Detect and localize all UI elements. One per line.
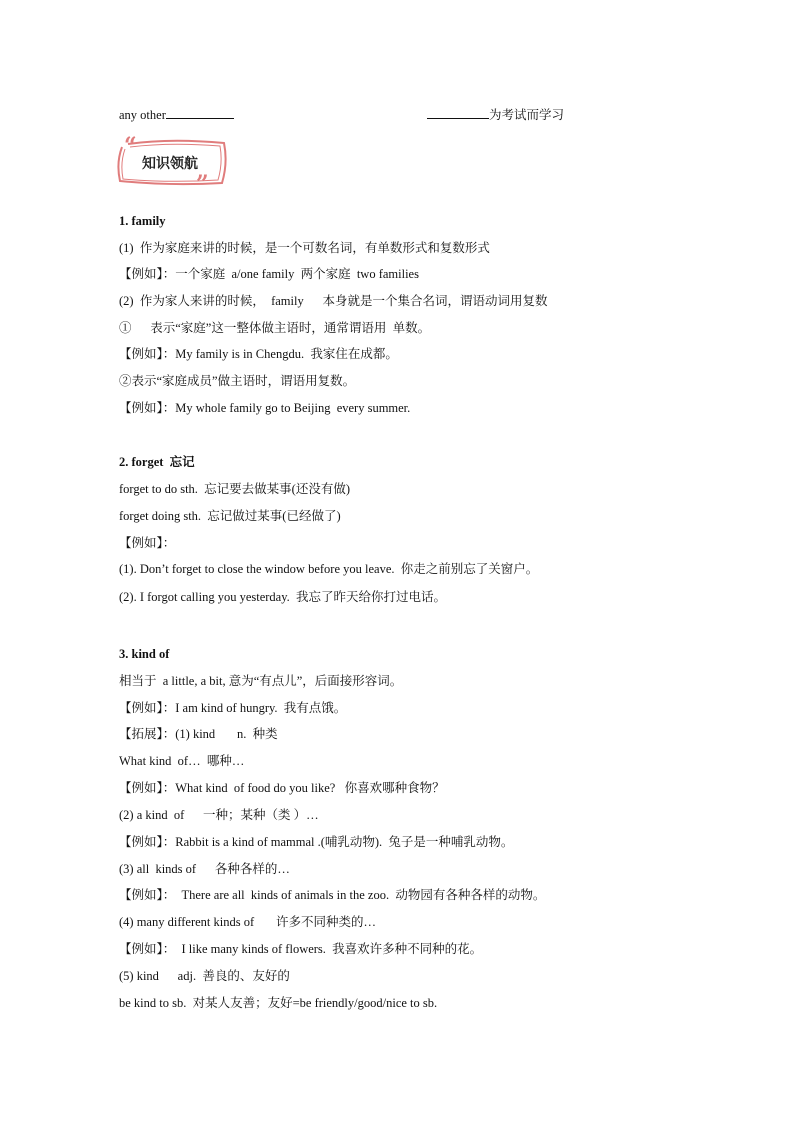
text-line: forget doing sth. 忘记做过某事(已经做了) xyxy=(119,509,341,523)
heading-kind-of: 3. kind of xyxy=(119,647,170,661)
text-line: (5) kind adj. 善良的、友好的 xyxy=(119,969,290,983)
section-badge-label: 知识领航 xyxy=(142,156,198,172)
text-line: be kind to sb. 对某人友善；友好=be friendly/good/nice to sb. xyxy=(119,996,438,1010)
svg-text:“: “ xyxy=(124,135,137,159)
text-line: 相当于 a little, a bit, 意为“有点儿”，后面接形容词。 xyxy=(119,674,403,688)
text-line: (4) many different kinds of 许多不同种类的… xyxy=(119,915,377,929)
text-line: ②表示“家庭成员”做主语时，谓语用复数。 xyxy=(119,374,356,388)
heading-family: 1. family xyxy=(119,214,166,228)
example-line: 【例如】：一个家庭 a/one family 两个家庭 two families xyxy=(119,267,419,281)
text-line: (3) all kinds of 各种各样的… xyxy=(119,862,290,876)
text-line: (2) a kind of 一种；某种（类 ）… xyxy=(119,808,319,822)
example-line: 【例如】： I like many kinds of flowers. 我喜欢许多种不同种的花。 xyxy=(119,942,483,956)
fill-in-right xyxy=(427,106,564,123)
example-line: 【例如】：My whole family go to Beijing every summer. xyxy=(119,401,411,415)
example-line: 【例如】：What kind of food do you like? 你喜欢哪种食物？ xyxy=(119,781,445,795)
fill-in-left xyxy=(119,106,234,123)
text-line: (1) 作为家庭来讲的时候，是一个可数名词，有单数形式和复数形式 xyxy=(119,241,490,255)
answer-blank-right[interactable] xyxy=(427,106,489,119)
text-line: forget to do sth. 忘记要去做某事(还没有做) xyxy=(119,482,351,496)
answer-blank-left[interactable] xyxy=(166,106,234,119)
svg-text:”: ” xyxy=(196,171,209,189)
text-line: ① 表示“家庭”这一整体做主语时，通常谓语用 单数。 xyxy=(119,321,431,335)
example-line: 【例如】： There are all kinds of animals in the zoo. 动物园有各种各样的动物。 xyxy=(119,888,546,902)
example-line: 【例如】： xyxy=(119,536,176,550)
example-line: 【例如】：I am kind of hungry. 我有点饿。 xyxy=(119,701,347,715)
text-line: What kind of… 哪种… xyxy=(119,754,245,768)
fill-in-right-text: 为考试而学习 xyxy=(489,108,565,122)
fill-in-left-text: any other xyxy=(119,108,166,122)
example-line: 【例如】：Rabbit is a kind of mammal .(哺乳动物). 兔子是一种哺乳动物。 xyxy=(119,835,514,849)
text-line: (2). I forgot calling you yesterday. 我忘了昨天给你打过电话。 xyxy=(119,590,447,604)
text-line: (2) 作为家人来讲的时候， family 本身就是一个集合名词，谓语动词用复数 xyxy=(119,294,548,308)
section-badge xyxy=(110,135,230,189)
extension-line: 【拓展】：(1) kind n. 种类 xyxy=(119,727,278,741)
text-line: (1). Don’t forget to close the window before you leave. 你走之前别忘了关窗户。 xyxy=(119,562,539,576)
heading-forget: 2. forget 忘记 xyxy=(119,455,195,469)
example-line: 【例如】：My family is in Chengdu. 我家住在成都。 xyxy=(119,347,398,361)
